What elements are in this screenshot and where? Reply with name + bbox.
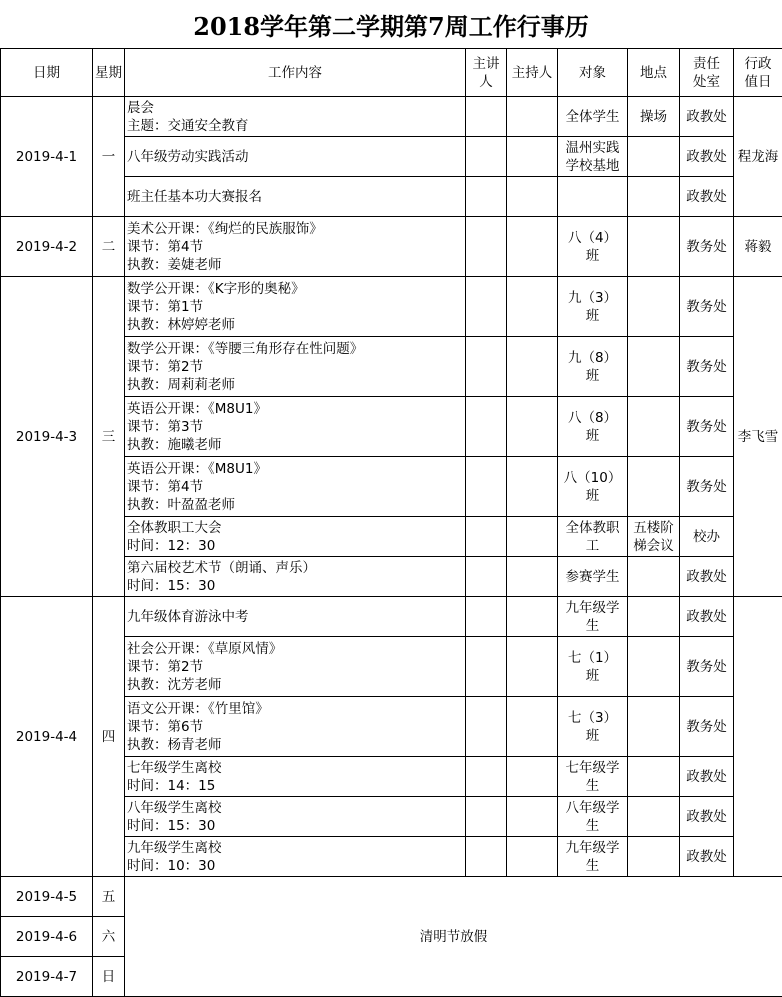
weekday-cell: 六: [93, 917, 125, 957]
lecturer-cell: [466, 837, 507, 877]
dept-cell: 教务处: [680, 637, 734, 697]
content-cell: 美术公开课：《绚烂的民族服饰》 课节：第4节 执教：姜婕老师: [125, 217, 466, 277]
dept-cell: 教务处: [680, 217, 734, 277]
content-cell: 数学公开课：《等腰三角形存在性问题》 课节：第2节 执教：周莉莉老师: [125, 337, 466, 397]
target-cell: 九年级学 生: [558, 837, 628, 877]
content-cell: 社会公开课：《草原风情》 课节：第2节 执教：沈芳老师: [125, 637, 466, 697]
lecturer-cell: [466, 277, 507, 337]
dept-cell: 教务处: [680, 397, 734, 457]
location-cell: [628, 557, 680, 597]
location-cell: [628, 637, 680, 697]
weekday-cell: 二: [93, 217, 125, 277]
date-cell: 2019-4-4: [1, 597, 93, 877]
location-cell: 五楼阶 梯会议: [628, 517, 680, 557]
location-cell: [628, 277, 680, 337]
target-cell: 温州实践 学校基地: [558, 137, 628, 177]
dept-cell: 政教处: [680, 97, 734, 137]
host-cell: [507, 837, 558, 877]
location-cell: [628, 797, 680, 837]
lecturer-cell: [466, 397, 507, 457]
dept-cell: 政教处: [680, 837, 734, 877]
weekday-cell: 日: [93, 957, 125, 997]
content-cell: 九年级体育游泳中考: [125, 597, 466, 637]
table-row: [1, 97, 782, 137]
host-cell: [507, 517, 558, 557]
content-cell: 全体教职工大会 时间：12：30: [125, 517, 466, 557]
lecturer-cell: [466, 697, 507, 757]
header-weekday: 星期: [93, 49, 125, 97]
duty-cell: 蒋毅: [734, 217, 782, 277]
host-cell: [507, 797, 558, 837]
content-cell: 语文公开课：《竹里馆》 课节：第6节 执教：杨青老师: [125, 697, 466, 757]
weekday-cell: 五: [93, 877, 125, 917]
schedule-table: [0, 48, 782, 997]
dept-cell: 教务处: [680, 697, 734, 757]
target-cell: 八（4） 班: [558, 217, 628, 277]
dept-cell: 教务处: [680, 337, 734, 397]
location-cell: [628, 137, 680, 177]
host-cell: [507, 177, 558, 217]
target-cell: 七年级学 生: [558, 757, 628, 797]
duty-cell: 李飞雪: [734, 277, 782, 597]
header-date: 日期: [1, 49, 93, 97]
lecturer-cell: [466, 597, 507, 637]
host-cell: [507, 97, 558, 137]
host-cell: [507, 697, 558, 757]
dept-cell: 政教处: [680, 137, 734, 177]
target-cell: [558, 177, 628, 217]
location-cell: [628, 217, 680, 277]
target-cell: 八（8） 班: [558, 397, 628, 457]
host-cell: [507, 397, 558, 457]
lecturer-cell: [466, 797, 507, 837]
location-cell: [628, 177, 680, 217]
dept-cell: 教务处: [680, 277, 734, 337]
host-cell: [507, 557, 558, 597]
content-cell: 数学公开课：《K字形的奥秘》 课节：第1节 执教：林婷婷老师: [125, 277, 466, 337]
table-row: [1, 877, 782, 917]
lecturer-cell: [466, 97, 507, 137]
header-location: 地点: [628, 49, 680, 97]
target-cell: 九（3） 班: [558, 277, 628, 337]
header-dept: 责任 处室: [680, 49, 734, 97]
host-cell: [507, 597, 558, 637]
content-cell: 七年级学生离校 时间：14：15: [125, 757, 466, 797]
location-cell: [628, 597, 680, 637]
weekday-cell: 一: [93, 97, 125, 217]
dept-cell: 教务处: [680, 457, 734, 517]
date-cell: 2019-4-5: [1, 877, 93, 917]
content-cell: 晨会 主题：交通安全教育: [125, 97, 466, 137]
host-cell: [507, 757, 558, 797]
target-cell: 全体教职 工: [558, 517, 628, 557]
header-target: 对象: [558, 49, 628, 97]
dept-cell: 校办: [680, 517, 734, 557]
duty-cell: 程龙海: [734, 97, 782, 217]
host-cell: [507, 277, 558, 337]
date-cell: 2019-4-6: [1, 917, 93, 957]
host-cell: [507, 337, 558, 397]
content-cell: 第六届校艺术节（朗诵、声乐） 时间：15：30: [125, 557, 466, 597]
content-cell: 英语公开课：《M8U1》 课节：第3节 执教：施曦老师: [125, 397, 466, 457]
location-cell: 操场: [628, 97, 680, 137]
dept-cell: 政教处: [680, 797, 734, 837]
page-title: 2018学年第二学期第7周工作行事历: [193, 11, 589, 41]
target-cell: 九（8） 班: [558, 337, 628, 397]
location-cell: [628, 337, 680, 397]
header-host: 主持人: [507, 49, 558, 97]
lecturer-cell: [466, 637, 507, 697]
host-cell: [507, 137, 558, 177]
location-cell: [628, 757, 680, 797]
dept-cell: 政教处: [680, 177, 734, 217]
host-cell: [507, 457, 558, 517]
weekday-cell: 三: [93, 277, 125, 597]
weekday-cell: 四: [93, 597, 125, 877]
lecturer-cell: [466, 217, 507, 277]
target-cell: 八（10） 班: [558, 457, 628, 517]
location-cell: [628, 697, 680, 757]
content-cell: 班主任基本功大赛报名: [125, 177, 466, 217]
dept-cell: 政教处: [680, 557, 734, 597]
header-content: 工作内容: [125, 49, 466, 97]
content-cell: 八年级劳动实践活动: [125, 137, 466, 177]
location-cell: [628, 397, 680, 457]
location-cell: [628, 457, 680, 517]
target-cell: 参赛学生: [558, 557, 628, 597]
lecturer-cell: [466, 557, 507, 597]
header-lecturer: 主讲 人: [466, 49, 507, 97]
content-cell: 英语公开课：《M8U1》 课节：第4节 执教：叶盈盈老师: [125, 457, 466, 517]
header-row: [1, 49, 782, 97]
target-cell: 七（1） 班: [558, 637, 628, 697]
target-cell: 九年级学 生: [558, 597, 628, 637]
date-cell: 2019-4-3: [1, 277, 93, 597]
lecturer-cell: [466, 517, 507, 557]
lecturer-cell: [466, 757, 507, 797]
target-cell: 八年级学 生: [558, 797, 628, 837]
host-cell: [507, 637, 558, 697]
location-cell: [628, 837, 680, 877]
table-row: [1, 277, 782, 337]
content-cell: 九年级学生离校 时间：10：30: [125, 837, 466, 877]
lecturer-cell: [466, 177, 507, 217]
target-cell: 全体学生: [558, 97, 628, 137]
date-cell: 2019-4-1: [1, 97, 93, 217]
lecturer-cell: [466, 137, 507, 177]
date-cell: 2019-4-7: [1, 957, 93, 997]
table-row: [1, 597, 782, 637]
duty-cell: [734, 597, 782, 877]
date-cell: 2019-4-2: [1, 217, 93, 277]
dept-cell: 政教处: [680, 597, 734, 637]
header-duty: 行政 值日: [734, 49, 782, 97]
lecturer-cell: [466, 457, 507, 517]
dept-cell: 政教处: [680, 757, 734, 797]
target-cell: 七（3） 班: [558, 697, 628, 757]
content-cell: 八年级学生离校 时间：15：30: [125, 797, 466, 837]
table-row: [1, 217, 782, 277]
host-cell: [507, 217, 558, 277]
lecturer-cell: [466, 337, 507, 397]
holiday-cell: 清明节放假: [125, 877, 782, 997]
